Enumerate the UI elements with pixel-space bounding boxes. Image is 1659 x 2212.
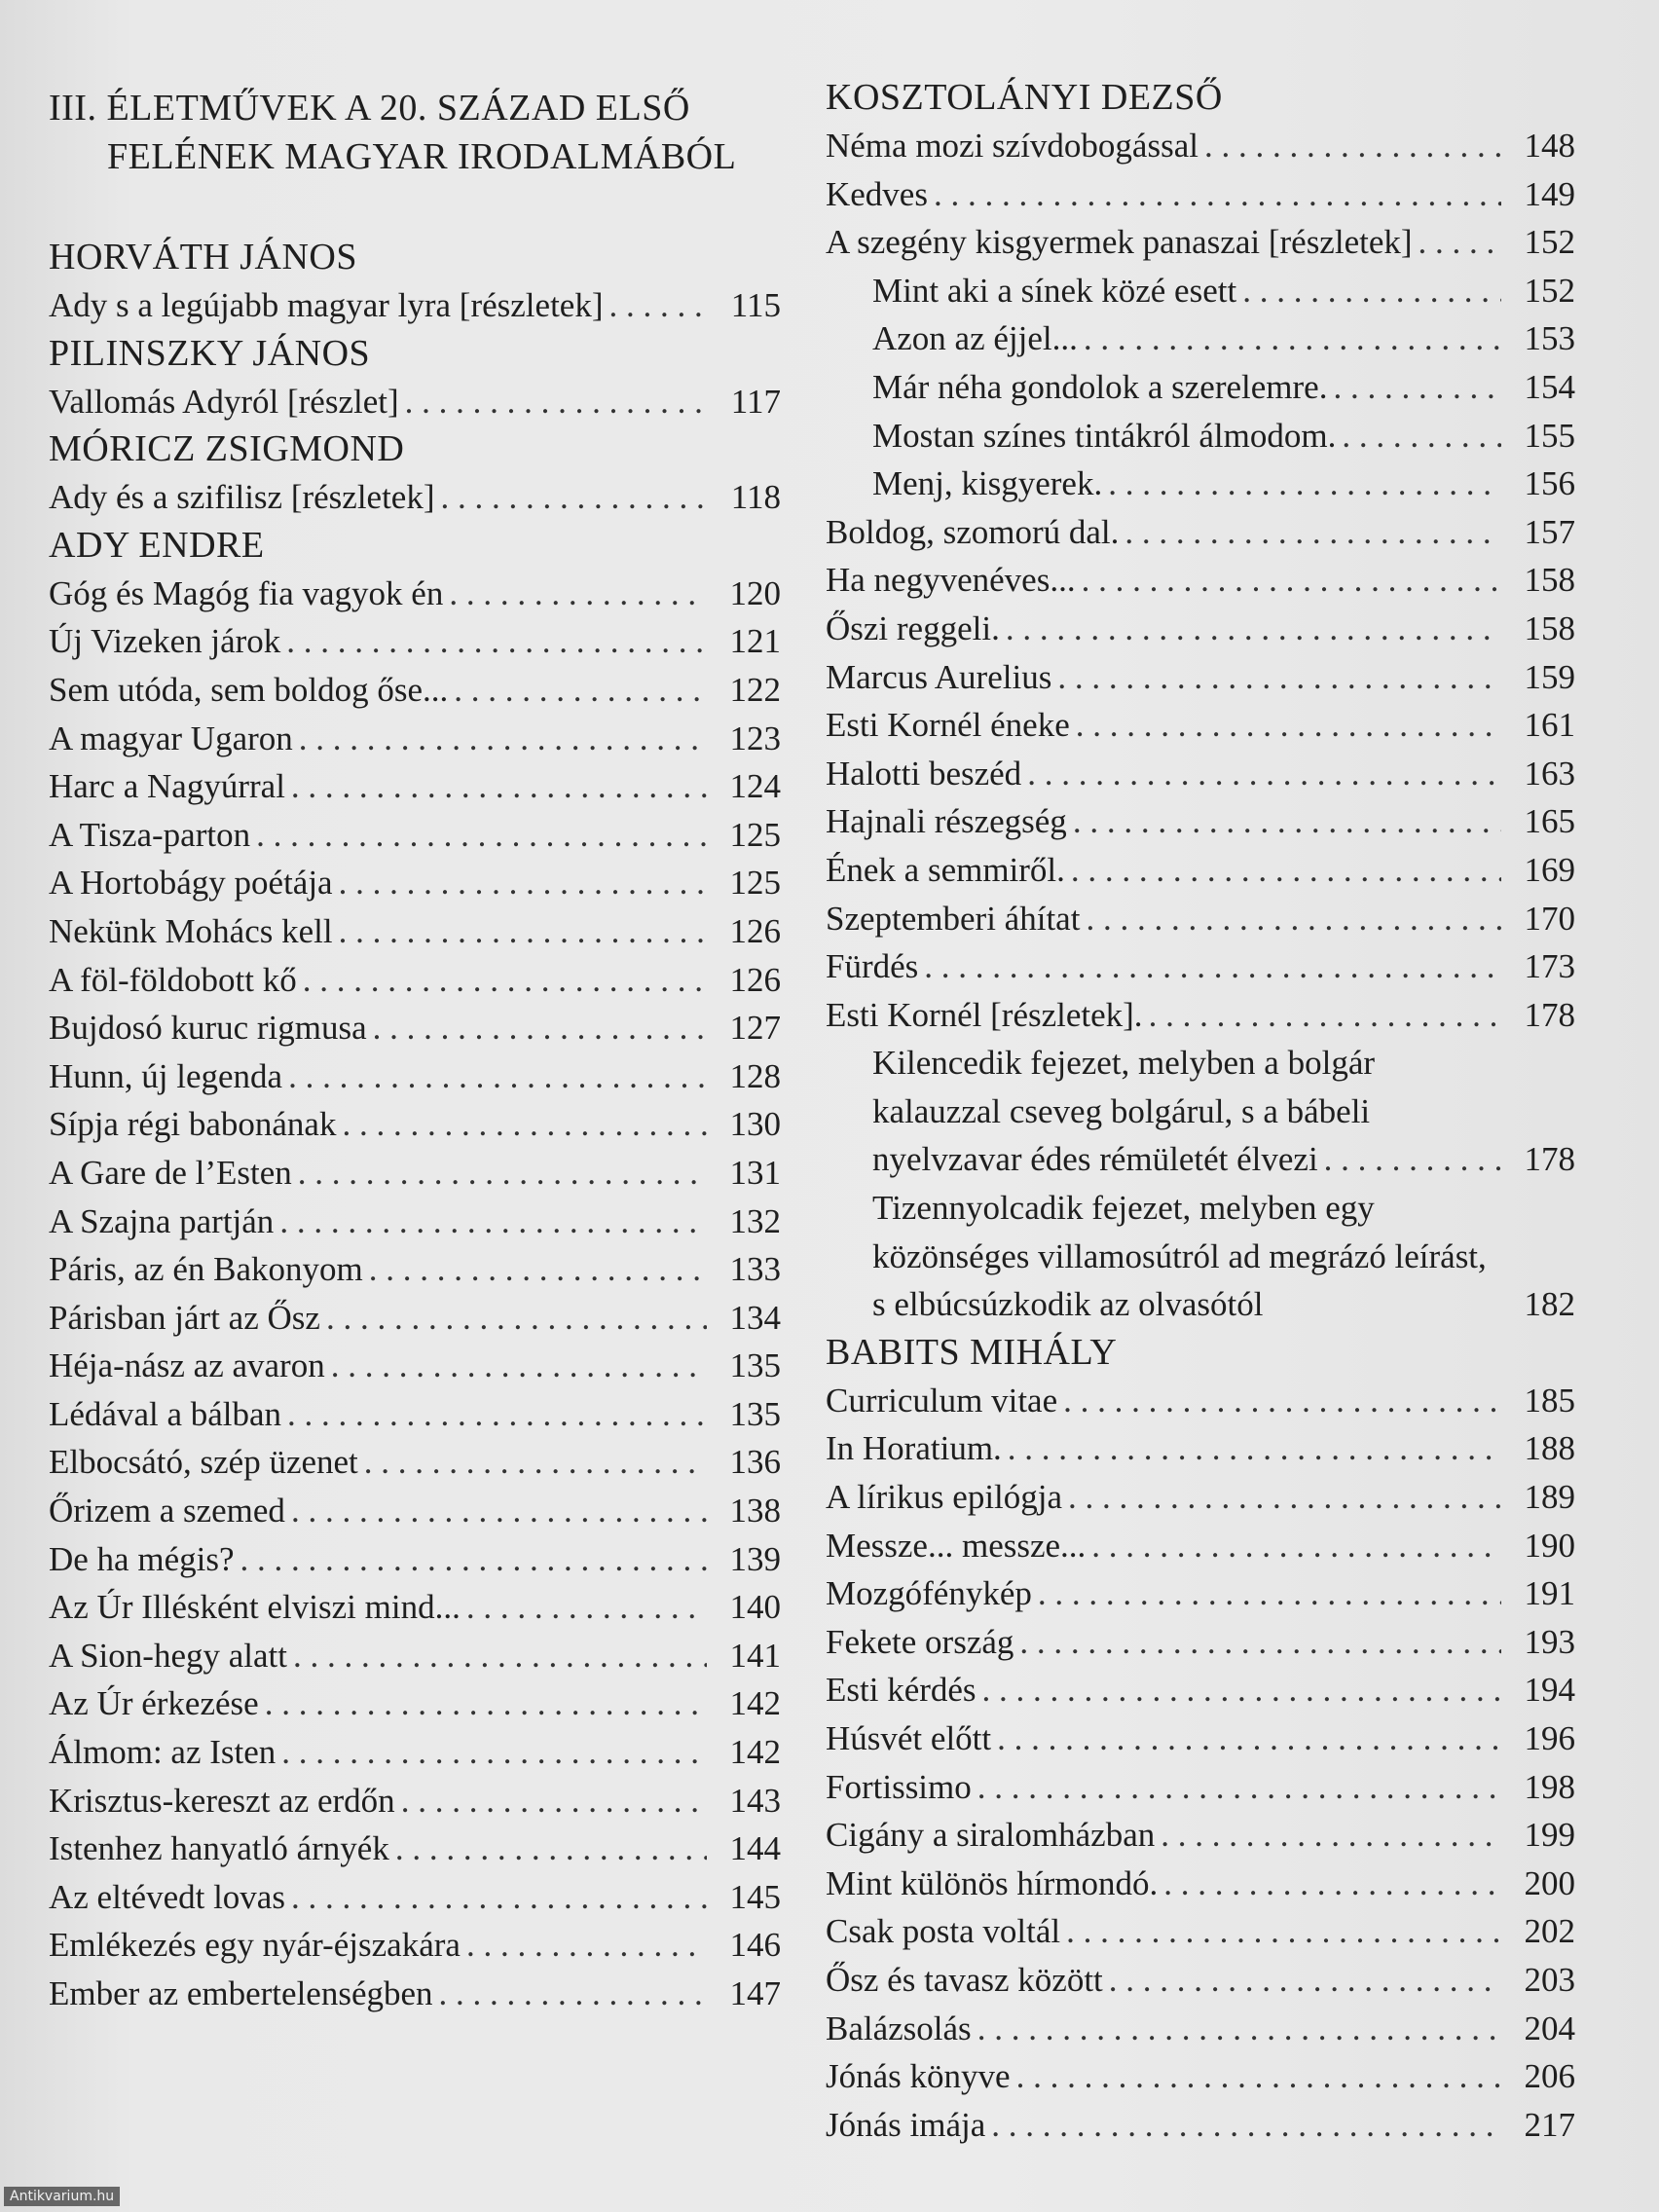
- entry-page: 141: [729, 1636, 781, 1675]
- chapter-18-line-2: közönséges villamosútról ad megrázó leírást,: [872, 1236, 1487, 1275]
- right-column: [826, 74, 1575, 2149]
- toc-entry: [826, 1763, 1575, 1812]
- toc-entry: [826, 1666, 1575, 1714]
- toc-entry: [826, 1280, 1575, 1329]
- dot-leader: [934, 170, 1501, 219]
- entry-page: 165: [1524, 802, 1575, 841]
- entry-title: Marcus Aurelius: [826, 657, 1052, 696]
- part-title: [49, 84, 781, 181]
- toc-entry: [826, 314, 1575, 363]
- dot-leader: [1419, 218, 1501, 267]
- entry-title: Fekete ország: [826, 1622, 1014, 1661]
- entry-page: 152: [1524, 271, 1575, 310]
- entry-page: 122: [729, 670, 781, 709]
- toc-entry: [826, 1811, 1575, 1860]
- author-heading: KOSZTOLÁNYI DEZSŐ: [826, 77, 1223, 118]
- entry-page: 133: [729, 1250, 781, 1289]
- entry-title: Fortissimo: [826, 1767, 972, 1806]
- entry-page: 185: [1524, 1381, 1575, 1419]
- toc-entry: [49, 1198, 781, 1246]
- entry-page: 140: [729, 1588, 781, 1627]
- dot-leader: [342, 1100, 707, 1149]
- entry-page: 154: [1524, 367, 1575, 406]
- toc-entry: [826, 170, 1575, 219]
- chapter-9-line-1: Kilencedik fejezet, melyben a bolgár: [872, 1044, 1376, 1083]
- entry-title: A magyar Ugaron: [49, 719, 293, 757]
- entry-title: Húsvét előtt: [826, 1719, 992, 1757]
- entry-page: 142: [729, 1684, 781, 1723]
- toc-entry: [49, 473, 781, 522]
- dot-leader: [466, 1921, 707, 1970]
- entry-title: A Sion-hegy alatt: [49, 1636, 287, 1675]
- entry-page: 127: [729, 1009, 781, 1048]
- entry-page: 182: [1524, 1285, 1575, 1324]
- dot-leader: [286, 617, 707, 666]
- entry-title: Curriculum vitae: [826, 1381, 1058, 1419]
- entry-title: Ha negyvenéves...: [826, 561, 1076, 600]
- entry-page: 117: [730, 382, 781, 421]
- entry-title: s elbúcsúzkodik az olvasótól: [872, 1285, 1264, 1324]
- toc-entry: [826, 2005, 1575, 2053]
- entry-title: Krisztus-kereszt az erdőn: [49, 1781, 395, 1820]
- entry-page: 157: [1524, 512, 1575, 551]
- dot-leader: [265, 1679, 707, 1728]
- entry-title: Ének a semmiről.: [826, 850, 1065, 889]
- chapter-9-line-2: kalauzzal cseveg bolgárul, s a bábeli: [872, 1091, 1371, 1130]
- entry-page: 146: [729, 1926, 781, 1965]
- entry-title: Esti kérdés: [826, 1671, 977, 1710]
- kosztolanyi-entries: [826, 122, 1575, 1039]
- entry-page: 120: [729, 573, 781, 612]
- entry-title: Esti Kornél éneke: [826, 706, 1070, 745]
- dot-leader: [281, 1728, 707, 1777]
- entry-title: Menj, kisgyerek.: [872, 464, 1103, 503]
- entry-title: Elbocsátó, szép üzenet: [49, 1443, 358, 1482]
- entry-page: 121: [729, 622, 781, 661]
- toc-entry: [49, 1052, 781, 1101]
- entry-title: Fürdés: [826, 947, 919, 986]
- entry-title: Hunn, új legenda: [49, 1056, 283, 1095]
- part-title-line-1: III. ÉLETMŰVEK A 20. SZÁZAD ELSŐ: [49, 88, 690, 129]
- toc-entry: [49, 1921, 781, 1970]
- dot-leader: [441, 473, 707, 522]
- entry-title: Az Úr érkezése: [49, 1684, 259, 1723]
- entry-page: 158: [1524, 561, 1575, 600]
- left-column: [49, 84, 781, 2018]
- dot-leader: [449, 570, 707, 618]
- toc-entry: [826, 1377, 1575, 1425]
- toc-entry: [826, 2101, 1575, 2150]
- dot-leader: [991, 2101, 1501, 2150]
- author-heading: PILINSZKY JÁNOS: [49, 332, 371, 374]
- toc-entry: [49, 1970, 781, 2018]
- dot-leader: [1342, 412, 1501, 461]
- part-title-line-2: FELÉNEK MAGYAR IRODALMÁBÓL: [107, 136, 737, 177]
- toc-entry: [826, 508, 1575, 557]
- toc-entry: [49, 570, 781, 618]
- entry-page: 217: [1524, 2105, 1575, 2144]
- dot-leader: [1082, 556, 1501, 605]
- entry-page: 118: [730, 478, 781, 517]
- entry-title: Mint különös hírmondó.: [826, 1863, 1159, 1902]
- toc-entry: [49, 1149, 781, 1198]
- entry-title: Sem utóda, sem boldog őse...: [49, 670, 449, 709]
- entry-title: A lírikus epilógja: [826, 1478, 1063, 1517]
- author-heading: HORVÁTH JÁNOS: [49, 237, 357, 277]
- toc-entry: [826, 2052, 1575, 2101]
- entry-page: 149: [1524, 174, 1575, 213]
- entry-title: Balázsolás: [826, 2009, 972, 2047]
- dot-leader: [279, 1198, 707, 1246]
- toc-entry: [826, 846, 1575, 895]
- dot-leader: [303, 956, 707, 1005]
- toc-entry: [49, 1245, 781, 1294]
- entry-page: 145: [729, 1877, 781, 1916]
- dot-leader: [1071, 846, 1501, 895]
- entry-title: Jónás imája: [826, 2105, 986, 2144]
- toc-entry: [826, 1473, 1575, 1522]
- entry-title: In Horatium.: [826, 1429, 1002, 1468]
- entry-title: Ady és a szifilisz [részletek]: [49, 478, 435, 517]
- toc-entry: [826, 1907, 1575, 1956]
- entry-title: Álmom: az Isten: [49, 1733, 276, 1772]
- toc-entry: [826, 1714, 1575, 1763]
- dot-leader: [466, 1583, 707, 1632]
- entry-title: nyelvzavar édes rémületét élvezi: [872, 1140, 1318, 1179]
- entry-page: 147: [729, 1974, 781, 2012]
- entry-page: 123: [729, 719, 781, 757]
- entry-title: Mint aki a sínek közé esett: [872, 271, 1237, 310]
- entry-title: Párisban járt az Ősz: [49, 1298, 320, 1337]
- entry-page: 156: [1524, 464, 1575, 503]
- toc-entry: [49, 1342, 781, 1390]
- toc-entry: [49, 1583, 781, 1632]
- entry-page: 152: [1524, 223, 1575, 262]
- entry-page: 200: [1524, 1863, 1575, 1902]
- entry-page: 189: [1524, 1478, 1575, 1517]
- toc-entry: [49, 859, 781, 907]
- dot-leader: [1084, 314, 1501, 363]
- entry-title: Lédával a bálban: [49, 1394, 282, 1433]
- dot-leader: [291, 1873, 707, 1922]
- entry-page: 124: [729, 767, 781, 806]
- dot-leader: [1073, 797, 1501, 846]
- toc-entry: [49, 378, 781, 426]
- entry-page: 143: [729, 1781, 781, 1820]
- dot-leader: [1091, 1522, 1501, 1570]
- toc-entry: [49, 715, 781, 763]
- toc-entry: [826, 605, 1575, 653]
- toc-entry: [826, 267, 1575, 315]
- entry-page: 178: [1524, 1140, 1575, 1179]
- entry-title: A Szajna partján: [49, 1201, 275, 1240]
- entry-title: Vallomás Adyról [részlet]: [49, 382, 399, 421]
- toc-entry: [826, 750, 1575, 798]
- toc-entry: [826, 556, 1575, 605]
- dot-leader: [395, 1825, 707, 1873]
- toc-entry: [826, 1522, 1575, 1570]
- author-heading: MÓRICZ ZSIGMOND: [49, 428, 405, 470]
- entry-page: 203: [1524, 1960, 1575, 1999]
- entry-page: 159: [1524, 657, 1575, 696]
- dot-leader: [924, 942, 1501, 991]
- entry-title: Bujdosó kuruc rigmusa: [49, 1009, 367, 1048]
- entry-title: Ősz és tavasz között: [826, 1960, 1103, 1999]
- entry-page: 135: [729, 1346, 781, 1385]
- entry-title: Hajnali részegség: [826, 802, 1067, 841]
- dot-leader: [369, 1245, 707, 1294]
- dot-leader: [373, 1004, 707, 1052]
- entry-title: Emlékezés egy nyár-éjszakára: [49, 1926, 461, 1965]
- entry-title: Boldog, szomorú dal.: [826, 512, 1120, 551]
- toc-entry: [49, 1679, 781, 1728]
- dot-leader: [299, 715, 707, 763]
- entry-title: Jónás könyve: [826, 2057, 1011, 2096]
- entry-page: 132: [729, 1201, 781, 1240]
- entry-page: 193: [1524, 1622, 1575, 1661]
- toc-entry: [826, 895, 1575, 943]
- entry-page: 125: [729, 815, 781, 854]
- entry-title: Azon az éjjel...: [872, 319, 1078, 358]
- entry-title: Csak posta voltál: [826, 1912, 1061, 1951]
- dot-leader: [1124, 508, 1501, 557]
- toc-entry: [826, 653, 1575, 702]
- toc-entry: [826, 797, 1575, 846]
- chapter-18-line-1: Tizennyolcadik fejezet, melyben egy: [872, 1189, 1375, 1228]
- entry-title: Az eltévedt lovas: [49, 1877, 285, 1916]
- toc-entry: [49, 1535, 781, 1584]
- entry-page: 188: [1524, 1429, 1575, 1468]
- toc-entry: [49, 1100, 781, 1149]
- entry-title: Istenhez hanyatló árnyék: [49, 1829, 389, 1868]
- entry-page: 204: [1524, 2009, 1575, 2047]
- entry-title: Mozgófénykép: [826, 1574, 1032, 1613]
- toc-entry: [49, 281, 781, 330]
- entry-page: 115: [730, 286, 781, 324]
- dot-leader: [1242, 267, 1501, 315]
- entry-page: 134: [729, 1298, 781, 1337]
- entry-page: 191: [1524, 1574, 1575, 1613]
- entry-page: 136: [729, 1443, 781, 1482]
- entry-page: 155: [1524, 416, 1575, 455]
- toc-entry: [49, 666, 781, 715]
- toc-entry: [49, 1438, 781, 1487]
- dot-leader: [1108, 460, 1501, 508]
- toc-entry: [49, 907, 781, 956]
- dot-leader: [977, 1763, 1501, 1812]
- toc-entry: [49, 1728, 781, 1777]
- entry-title: Héja-nász az avaron: [49, 1346, 325, 1385]
- entry-page: 161: [1524, 706, 1575, 745]
- entry-page: 135: [729, 1394, 781, 1433]
- entry-page: 202: [1524, 1912, 1575, 1951]
- entry-page: 142: [729, 1733, 781, 1772]
- dot-leader: [997, 1714, 1501, 1763]
- dot-leader: [240, 1535, 707, 1584]
- dot-leader: [339, 859, 707, 907]
- toc-entry: [826, 942, 1575, 991]
- dot-leader: [1333, 363, 1501, 412]
- dot-leader: [1163, 1860, 1501, 1908]
- dot-leader: [1016, 2052, 1501, 2101]
- dot-leader: [1019, 1618, 1501, 1667]
- entry-page: 198: [1524, 1767, 1575, 1806]
- entry-title: A Hortobágy poétája: [49, 864, 333, 903]
- entry-page: 126: [729, 960, 781, 999]
- toc-entry: [826, 1135, 1575, 1184]
- dot-leader: [977, 2005, 1501, 2053]
- entry-title: Sípja régi babonának: [49, 1105, 337, 1144]
- dot-leader: [609, 281, 708, 330]
- entry-page: 138: [729, 1492, 781, 1530]
- dot-leader: [1066, 1907, 1501, 1956]
- entry-page: 126: [729, 911, 781, 950]
- entry-page: 169: [1524, 850, 1575, 889]
- entry-page: 190: [1524, 1526, 1575, 1565]
- entry-page: 125: [729, 864, 781, 903]
- entry-title: Páris, az én Bakonyom: [49, 1250, 363, 1289]
- entry-title: A Gare de l’Esten: [49, 1153, 292, 1192]
- entry-title: Őszi reggeli.: [826, 608, 1000, 647]
- dot-leader: [1008, 1424, 1501, 1473]
- toc-entry: [49, 1487, 781, 1535]
- entry-title: Ady s a legújabb magyar lyra [részletek]: [49, 286, 604, 324]
- toc-entry: [49, 956, 781, 1005]
- toc-entry: [49, 1777, 781, 1825]
- dot-leader: [331, 1342, 707, 1390]
- dot-leader: [1006, 605, 1501, 653]
- entry-page: 163: [1524, 754, 1575, 793]
- entry-title: Halotti beszéd: [826, 754, 1022, 793]
- toc-entry: [826, 122, 1575, 170]
- toc-entry: [49, 1825, 781, 1873]
- entry-page: 194: [1524, 1671, 1575, 1710]
- entry-title: Ember az embertelenségben: [49, 1974, 433, 2012]
- dot-leader: [1324, 1135, 1501, 1184]
- entry-title: Harc a Nagyúrral: [49, 767, 285, 806]
- babits-entries: [826, 1377, 1575, 2150]
- entry-page: 131: [729, 1153, 781, 1192]
- author-heading: ADY ENDRE: [49, 524, 265, 566]
- entry-page: 153: [1524, 319, 1575, 358]
- toc-entry: [826, 363, 1575, 412]
- entry-title: Messze... messze...: [826, 1526, 1087, 1565]
- toc-entry: [826, 1956, 1575, 2005]
- entry-page: 199: [1524, 1816, 1575, 1855]
- toc-entry: [826, 1424, 1575, 1473]
- dot-leader: [439, 1970, 707, 2018]
- dot-leader: [1076, 701, 1501, 750]
- entry-page: 139: [729, 1539, 781, 1578]
- dot-leader: [1149, 991, 1501, 1040]
- toc-entry: [826, 412, 1575, 461]
- dot-leader: [364, 1438, 707, 1487]
- dot-leader: [291, 762, 707, 811]
- dot-leader: [256, 811, 707, 860]
- entry-title: Nekünk Mohács kell: [49, 911, 333, 950]
- toc-entry: [826, 1569, 1575, 1618]
- left-sections: [49, 234, 781, 2018]
- toc-entry: [826, 701, 1575, 750]
- dot-leader: [405, 378, 707, 426]
- dot-leader: [1063, 1377, 1501, 1425]
- dot-leader: [1161, 1811, 1501, 1860]
- toc-entry: [49, 811, 781, 860]
- entry-title: Őrizem a szemed: [49, 1492, 285, 1530]
- dot-leader: [1068, 1473, 1501, 1522]
- entry-page: 148: [1524, 127, 1575, 165]
- toc-entry: [826, 1618, 1575, 1667]
- entry-title: De ha mégis?: [49, 1539, 235, 1578]
- dot-leader: [287, 1390, 707, 1439]
- toc-entry: [49, 617, 781, 666]
- dot-leader: [1204, 122, 1501, 170]
- dot-leader: [454, 666, 707, 715]
- entry-page: 206: [1524, 2057, 1575, 2096]
- entry-title: Kedves: [826, 174, 928, 213]
- toc-entry: [49, 1004, 781, 1052]
- entry-title: Esti Kornél [részletek].: [826, 995, 1143, 1034]
- entry-title: Cigány a siralomházban: [826, 1816, 1156, 1855]
- dot-leader: [1027, 750, 1501, 798]
- entry-page: 128: [729, 1056, 781, 1095]
- entry-title: A Tisza-parton: [49, 815, 251, 854]
- toc-entry: [49, 1390, 781, 1439]
- dot-leader: [1057, 653, 1501, 702]
- toc-entry: [826, 460, 1575, 508]
- watermark: Antikvarium.hu: [4, 2187, 120, 2206]
- dot-leader: [339, 907, 707, 956]
- author-heading: BABITS MIHÁLY: [826, 1331, 1118, 1373]
- entry-title: A szegény kisgyermek panaszai [részletek]: [826, 223, 1413, 262]
- entry-title: Góg és Magóg fia vagyok én: [49, 573, 444, 612]
- dot-leader: [401, 1777, 707, 1825]
- entry-title: Néma mozi szívdobogással: [826, 127, 1198, 165]
- dot-leader: [298, 1149, 707, 1198]
- dot-leader: [1109, 1956, 1501, 2005]
- entry-page: 173: [1524, 947, 1575, 986]
- toc-entry: [49, 1632, 781, 1680]
- entry-title: Már néha gondolok a szerelemre.: [872, 367, 1328, 406]
- dot-leader: [288, 1052, 707, 1101]
- entry-page: 130: [729, 1105, 781, 1144]
- toc-entry: [49, 762, 781, 811]
- dot-leader: [291, 1487, 707, 1535]
- entry-title: Mostan színes tintákról álmodom.: [872, 416, 1337, 455]
- entry-page: 178: [1524, 995, 1575, 1034]
- toc-entry: [826, 991, 1575, 1040]
- toc-entry: [49, 1294, 781, 1343]
- entry-page: 196: [1524, 1719, 1575, 1757]
- entry-title: Szeptemberi áhítat: [826, 899, 1081, 938]
- entry-page: 144: [729, 1829, 781, 1868]
- entry-page: 158: [1524, 608, 1575, 647]
- dot-leader: [1038, 1569, 1501, 1618]
- dot-leader: [982, 1666, 1501, 1714]
- dot-leader: [326, 1294, 707, 1343]
- toc-entry: [826, 218, 1575, 267]
- entry-title: Az Úr Illésként elviszi mind...: [49, 1588, 461, 1627]
- dot-leader: [1086, 895, 1501, 943]
- entry-title: A föl-földobott kő: [49, 960, 297, 999]
- dot-leader: [293, 1632, 707, 1680]
- entry-page: 170: [1524, 899, 1575, 938]
- entry-title: Új Vizeken járok: [49, 622, 281, 661]
- toc-entry: [826, 1860, 1575, 1908]
- toc-entry: [49, 1873, 781, 1922]
